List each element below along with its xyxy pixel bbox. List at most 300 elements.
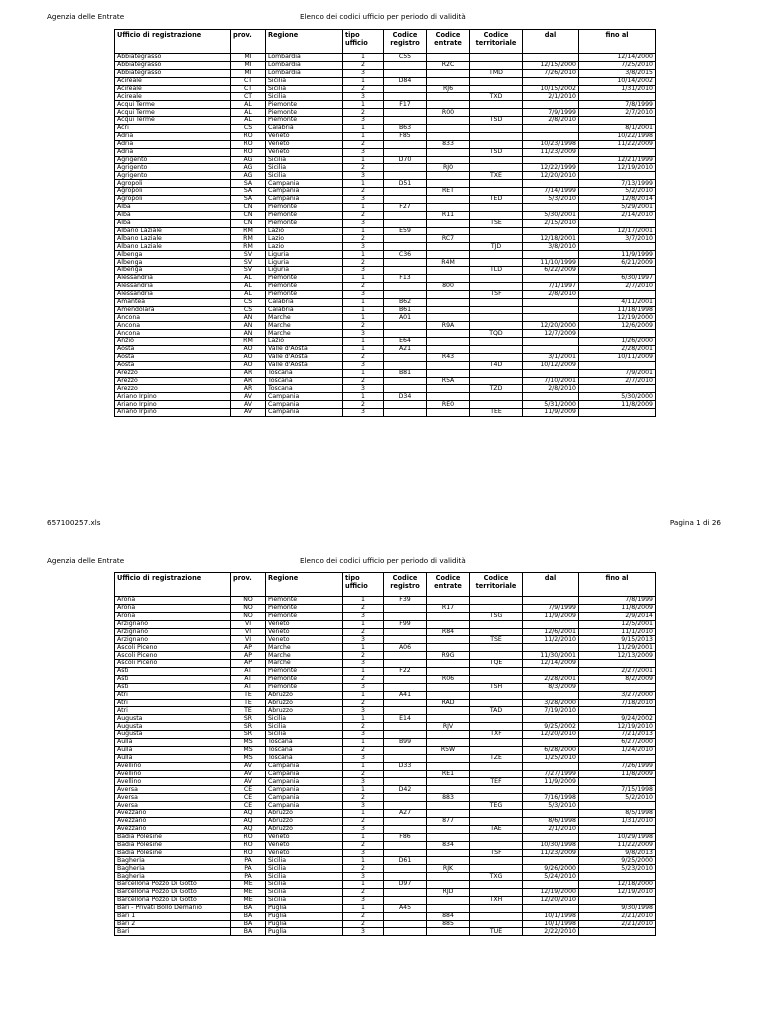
office-cell: Bagheria	[115, 865, 231, 873]
revenue-code-cell	[427, 290, 470, 298]
territorial-code-cell	[470, 298, 523, 306]
office-cell: Arona	[115, 612, 231, 620]
office-type-cell: 2	[343, 723, 384, 731]
region-cell: Lazio	[266, 235, 343, 243]
office-type-cell: 1	[343, 786, 384, 794]
end-date-cell: 2/14/2010	[579, 211, 656, 219]
region-cell: Campania	[266, 786, 343, 794]
start-date-cell: 12/19/2000	[523, 888, 579, 896]
start-date-cell	[523, 345, 579, 353]
office-type-cell: 2	[343, 164, 384, 172]
territorial-code-cell	[470, 723, 523, 731]
office-cell: Adria	[115, 132, 231, 140]
registry-code-cell	[384, 912, 427, 920]
region-cell: Sicilia	[266, 896, 343, 904]
end-date-cell: 7/8/1999	[579, 101, 656, 109]
office-cell: Arona	[115, 597, 231, 605]
territorial-code-cell	[470, 881, 523, 889]
office-type-cell: 1	[343, 881, 384, 889]
registry-code-cell	[384, 85, 427, 93]
territorial-code-cell	[470, 401, 523, 409]
start-date-cell: 1/25/2010	[523, 754, 579, 762]
region-cell: Veneto	[266, 833, 343, 841]
registry-code-cell: A27	[384, 810, 427, 818]
territorial-code-cell: TQE	[470, 660, 523, 668]
start-date-cell: 2/8/2010	[523, 385, 579, 393]
revenue-code-cell: R84	[427, 628, 470, 636]
revenue-code-cell	[427, 369, 470, 377]
table-row	[115, 196, 656, 204]
territorial-code-cell	[470, 620, 523, 628]
territorial-code-cell: TXF	[470, 731, 523, 739]
revenue-code-cell	[427, 361, 470, 369]
office-cell: Barcellona Pozzo Di Gotto	[115, 896, 231, 904]
province-cell: CT	[231, 77, 266, 85]
province-cell: PA	[231, 865, 266, 873]
province-cell: AL	[231, 282, 266, 290]
territorial-code-cell	[470, 817, 523, 825]
start-date-cell: 7/19/2010	[523, 707, 579, 715]
province-cell: CN	[231, 203, 266, 211]
revenue-code-cell	[427, 385, 470, 393]
province-cell: AV	[231, 409, 266, 417]
end-date-cell: 12/17/2001	[579, 227, 656, 235]
end-date-cell	[579, 896, 656, 904]
end-date-cell: 5/29/2001	[579, 203, 656, 211]
table-row	[115, 101, 656, 109]
table-row	[115, 132, 656, 140]
revenue-code-cell	[427, 731, 470, 739]
office-type-cell: 3	[343, 243, 384, 251]
page-header	[0, 12, 768, 26]
start-date-cell	[523, 314, 579, 322]
region-cell: Campania	[266, 770, 343, 778]
region-cell: Liguria	[266, 259, 343, 267]
table-row	[115, 172, 656, 180]
territorial-code-cell	[470, 211, 523, 219]
province-cell: RO	[231, 148, 266, 156]
office-cell: Alessandria	[115, 290, 231, 298]
revenue-code-cell	[427, 306, 470, 314]
revenue-code-cell	[427, 754, 470, 762]
territorial-code-cell	[470, 857, 523, 865]
office-type-cell: 1	[343, 668, 384, 676]
region-cell: Campania	[266, 188, 343, 196]
province-cell: VI	[231, 620, 266, 628]
table-row	[115, 251, 656, 259]
office-cell: Avezzano	[115, 810, 231, 818]
territorial-code-cell: TSD	[470, 117, 523, 125]
end-date-cell: 11/8/2009	[579, 770, 656, 778]
registry-code-cell	[384, 109, 427, 117]
table-row	[115, 338, 656, 346]
start-date-cell: 12/22/1999	[523, 164, 579, 172]
end-date-cell: 8/1/2001	[579, 125, 656, 133]
revenue-code-cell: RJD	[427, 888, 470, 896]
start-date-cell	[523, 857, 579, 865]
region-cell: Sicilia	[266, 888, 343, 896]
end-date-cell: 7/13/1999	[579, 180, 656, 188]
office-type-cell: 3	[343, 409, 384, 417]
office-type-cell: 2	[343, 235, 384, 243]
start-date-cell: 3/28/2000	[523, 699, 579, 707]
table-row	[115, 314, 656, 322]
office-cell: Arzignano	[115, 620, 231, 628]
registry-code-cell: F17	[384, 101, 427, 109]
office-cell: Agropoli	[115, 196, 231, 204]
registry-code-cell	[384, 683, 427, 691]
registry-code-cell	[384, 93, 427, 101]
region-cell: Lombardia	[266, 54, 343, 62]
table-row	[115, 243, 656, 251]
table-row	[115, 597, 656, 605]
territorial-code-cell	[470, 164, 523, 172]
end-date-cell: 1/26/2000	[579, 338, 656, 346]
revenue-code-cell	[427, 778, 470, 786]
territorial-code-cell	[470, 353, 523, 361]
start-date-cell	[523, 810, 579, 818]
registry-code-cell	[384, 825, 427, 833]
office-type-cell: 2	[343, 401, 384, 409]
start-date-cell: 7/9/1999	[523, 604, 579, 612]
table-row	[115, 825, 656, 833]
end-date-cell	[579, 802, 656, 810]
registry-code-cell: F99	[384, 620, 427, 628]
start-date-cell: 7/1/1997	[523, 282, 579, 290]
end-date-cell: 7/21/2013	[579, 731, 656, 739]
region-cell: Valle d'Aosta	[266, 361, 343, 369]
end-date-cell: 8/5/1998	[579, 810, 656, 818]
province-cell: RO	[231, 132, 266, 140]
territorial-code-cell	[470, 156, 523, 164]
registry-code-cell	[384, 849, 427, 857]
end-date-cell	[579, 148, 656, 156]
start-date-cell	[523, 691, 579, 699]
office-cell: Bagheria	[115, 857, 231, 865]
revenue-code-cell	[427, 101, 470, 109]
office-type-cell: 1	[343, 274, 384, 282]
province-cell: SA	[231, 196, 266, 204]
end-date-cell: 12/6/2009	[579, 322, 656, 330]
province-cell: AN	[231, 322, 266, 330]
table-row	[115, 810, 656, 818]
registry-code-cell	[384, 377, 427, 385]
revenue-code-cell: RAD	[427, 699, 470, 707]
end-date-cell: 2/7/2010	[579, 282, 656, 290]
end-date-cell: 9/24/2002	[579, 715, 656, 723]
office-cell: Anzio	[115, 338, 231, 346]
registry-code-cell	[384, 330, 427, 338]
office-type-cell: 1	[343, 251, 384, 259]
office-cell: Alessandria	[115, 274, 231, 282]
office-type-cell: 2	[343, 841, 384, 849]
territorial-code-cell: TXG	[470, 873, 523, 881]
end-date-cell	[579, 243, 656, 251]
territorial-code-cell	[470, 109, 523, 117]
revenue-code-cell: RE1	[427, 770, 470, 778]
region-cell: Sicilia	[266, 93, 343, 101]
territorial-code-cell	[470, 345, 523, 353]
office-cell: Adria	[115, 140, 231, 148]
territorial-code-cell	[470, 604, 523, 612]
province-cell: AV	[231, 401, 266, 409]
territorial-code-cell	[470, 180, 523, 188]
page-number: Pagina 1 di 26	[669, 518, 721, 527]
office-cell: Acqui Terme	[115, 109, 231, 117]
territorial-code-cell	[470, 85, 523, 93]
table-row	[115, 227, 656, 235]
region-cell: Sicilia	[266, 85, 343, 93]
table-row	[115, 802, 656, 810]
start-date-cell	[523, 597, 579, 605]
province-cell: AR	[231, 377, 266, 385]
table-row	[115, 746, 656, 754]
office-cell: Aosta	[115, 345, 231, 353]
office-cell: Albenga	[115, 267, 231, 275]
table-row	[115, 881, 656, 889]
office-type-cell: 1	[343, 904, 384, 912]
end-date-cell: 12/19/2010	[579, 888, 656, 896]
registry-code-cell	[384, 361, 427, 369]
end-date-cell: 1/31/2010	[579, 817, 656, 825]
start-date-cell	[523, 715, 579, 723]
province-cell: CS	[231, 306, 266, 314]
territorial-code-cell	[470, 652, 523, 660]
region-cell: Toscana	[266, 385, 343, 393]
table-row	[115, 219, 656, 227]
start-date-cell	[523, 833, 579, 841]
region-cell: Sicilia	[266, 731, 343, 739]
office-cell: Bari 1	[115, 912, 231, 920]
territorial-code-cell: TXH	[470, 896, 523, 904]
province-cell: RO	[231, 849, 266, 857]
office-cell: Avellino	[115, 778, 231, 786]
province-cell: AL	[231, 274, 266, 282]
office-type-cell: 3	[343, 267, 384, 275]
office-type-cell: 1	[343, 739, 384, 747]
agency-name: Agenzia delle Entrate	[47, 556, 125, 565]
end-date-cell	[579, 93, 656, 101]
region-cell: Puglia	[266, 928, 343, 936]
end-date-cell	[579, 754, 656, 762]
territorial-code-cell: TAE	[470, 825, 523, 833]
start-date-cell	[523, 668, 579, 676]
province-cell: SV	[231, 267, 266, 275]
territorial-code-cell: TAD	[470, 707, 523, 715]
territorial-code-cell	[470, 699, 523, 707]
end-date-cell: 12/19/2010	[579, 164, 656, 172]
revenue-code-cell	[427, 873, 470, 881]
end-date-cell: 11/18/1998	[579, 306, 656, 314]
region-cell: Campania	[266, 794, 343, 802]
end-date-cell	[579, 219, 656, 227]
territorial-code-cell	[470, 101, 523, 109]
revenue-code-cell	[427, 597, 470, 605]
registry-code-cell	[384, 754, 427, 762]
table-row	[115, 93, 656, 101]
province-cell: RM	[231, 243, 266, 251]
table-row	[115, 393, 656, 401]
region-cell: Marche	[266, 660, 343, 668]
office-type-cell: 1	[343, 715, 384, 723]
office-cell: Barcellona Pozzo Di Gotto	[115, 888, 231, 896]
registry-code-cell: D84	[384, 77, 427, 85]
revenue-code-cell: R5A	[427, 377, 470, 385]
province-cell: AR	[231, 385, 266, 393]
region-cell: Campania	[266, 762, 343, 770]
end-date-cell: 5/2/2010	[579, 794, 656, 802]
table-row	[115, 180, 656, 188]
office-type-cell: 1	[343, 227, 384, 235]
revenue-code-cell	[427, 857, 470, 865]
province-cell: CT	[231, 93, 266, 101]
province-cell: RO	[231, 140, 266, 148]
region-cell: Piemonte	[266, 109, 343, 117]
table-row	[115, 188, 656, 196]
table-row	[115, 409, 656, 417]
registry-code-cell	[384, 675, 427, 683]
office-type-cell: 1	[343, 833, 384, 841]
registry-code-cell	[384, 817, 427, 825]
registry-code-cell	[384, 211, 427, 219]
end-date-cell	[579, 330, 656, 338]
start-date-cell: 5/31/2000	[523, 401, 579, 409]
office-cell: Acqui Terme	[115, 117, 231, 125]
registry-code-cell	[384, 746, 427, 754]
office-cell: Arzignano	[115, 628, 231, 636]
start-date-cell: 10/30/1998	[523, 841, 579, 849]
registry-code-cell: F22	[384, 668, 427, 676]
table-row	[115, 274, 656, 282]
office-cell: Atri	[115, 699, 231, 707]
office-cell: Ancona	[115, 322, 231, 330]
table-row	[115, 211, 656, 219]
start-date-cell	[523, 644, 579, 652]
territorial-code-cell	[470, 77, 523, 85]
province-cell: SV	[231, 259, 266, 267]
office-cell: Arezzo	[115, 377, 231, 385]
region-cell: Piemonte	[266, 117, 343, 125]
region-cell: Piemonte	[266, 290, 343, 298]
region-cell: Veneto	[266, 132, 343, 140]
office-type-cell: 2	[343, 817, 384, 825]
province-cell: CE	[231, 786, 266, 794]
territorial-code-cell: TJD	[470, 243, 523, 251]
revenue-code-cell: R9G	[427, 652, 470, 660]
registry-code-cell	[384, 707, 427, 715]
region-cell: Puglia	[266, 920, 343, 928]
revenue-code-cell	[427, 683, 470, 691]
document-title: Elenco dei codici ufficio per periodo di validità	[300, 12, 466, 21]
province-cell: ME	[231, 896, 266, 904]
office-cell: Ariano Irpino	[115, 409, 231, 417]
revenue-code-cell	[427, 409, 470, 417]
territorial-code-cell: TSD	[470, 148, 523, 156]
region-cell: Veneto	[266, 148, 343, 156]
revenue-code-cell: 885	[427, 920, 470, 928]
office-cell: Aversa	[115, 786, 231, 794]
revenue-code-cell	[427, 180, 470, 188]
registry-code-cell: A45	[384, 904, 427, 912]
office-type-cell: 2	[343, 377, 384, 385]
end-date-cell: 2/27/2001	[579, 668, 656, 676]
territorial-code-cell	[470, 668, 523, 676]
end-date-cell	[579, 117, 656, 125]
province-cell: AV	[231, 770, 266, 778]
agency-name: Agenzia delle Entrate	[47, 12, 125, 21]
end-date-cell: 3/8/2015	[579, 69, 656, 77]
registry-code-cell	[384, 723, 427, 731]
col-header: dal	[523, 573, 579, 597]
start-date-cell: 11/23/2009	[523, 849, 579, 857]
province-cell: AR	[231, 369, 266, 377]
province-cell: AN	[231, 330, 266, 338]
registry-code-cell	[384, 164, 427, 172]
table-row	[115, 401, 656, 409]
registry-code-cell	[384, 928, 427, 936]
start-date-cell	[523, 77, 579, 85]
col-header: Ufficio di registrazione	[115, 573, 231, 597]
province-cell: RO	[231, 841, 266, 849]
territorial-code-cell: TLD	[470, 267, 523, 275]
start-date-cell: 5/3/2010	[523, 196, 579, 204]
office-type-cell: 1	[343, 691, 384, 699]
office-cell: Acqui Terme	[115, 101, 231, 109]
start-date-cell	[523, 762, 579, 770]
region-cell: Abruzzo	[266, 825, 343, 833]
registry-code-cell	[384, 188, 427, 196]
start-date-cell: 12/6/2001	[523, 628, 579, 636]
col-header: Codice territoriale	[470, 573, 523, 597]
territorial-code-cell: TQD	[470, 330, 523, 338]
office-type-cell: 2	[343, 794, 384, 802]
revenue-code-cell: 884	[427, 912, 470, 920]
registry-code-cell: D33	[384, 762, 427, 770]
end-date-cell	[579, 873, 656, 881]
table-row	[115, 203, 656, 211]
registry-code-cell	[384, 196, 427, 204]
office-cell: Agrigento	[115, 156, 231, 164]
start-date-cell	[523, 156, 579, 164]
office-type-cell: 3	[343, 330, 384, 338]
province-cell: AG	[231, 156, 266, 164]
region-cell: Campania	[266, 401, 343, 409]
region-cell: Sicilia	[266, 715, 343, 723]
region-cell: Veneto	[266, 636, 343, 644]
region-cell: Piemonte	[266, 683, 343, 691]
table-row	[115, 164, 656, 172]
registry-code-cell	[384, 235, 427, 243]
registry-code-cell	[384, 802, 427, 810]
territorial-code-cell	[470, 251, 523, 259]
end-date-cell: 2/28/2001	[579, 345, 656, 353]
territorial-code-cell	[470, 794, 523, 802]
office-cell: Bagheria	[115, 873, 231, 881]
region-cell: Campania	[266, 409, 343, 417]
revenue-code-cell: R2C	[427, 61, 470, 69]
registry-code-cell	[384, 401, 427, 409]
table-row	[115, 912, 656, 920]
revenue-code-cell	[427, 636, 470, 644]
office-cell: Aosta	[115, 361, 231, 369]
region-cell: Piemonte	[266, 274, 343, 282]
start-date-cell: 11/2/2010	[523, 636, 579, 644]
col-header: Regione	[266, 573, 343, 597]
end-date-cell	[579, 267, 656, 275]
page-footer	[0, 518, 768, 530]
province-cell: BA	[231, 928, 266, 936]
start-date-cell	[523, 369, 579, 377]
